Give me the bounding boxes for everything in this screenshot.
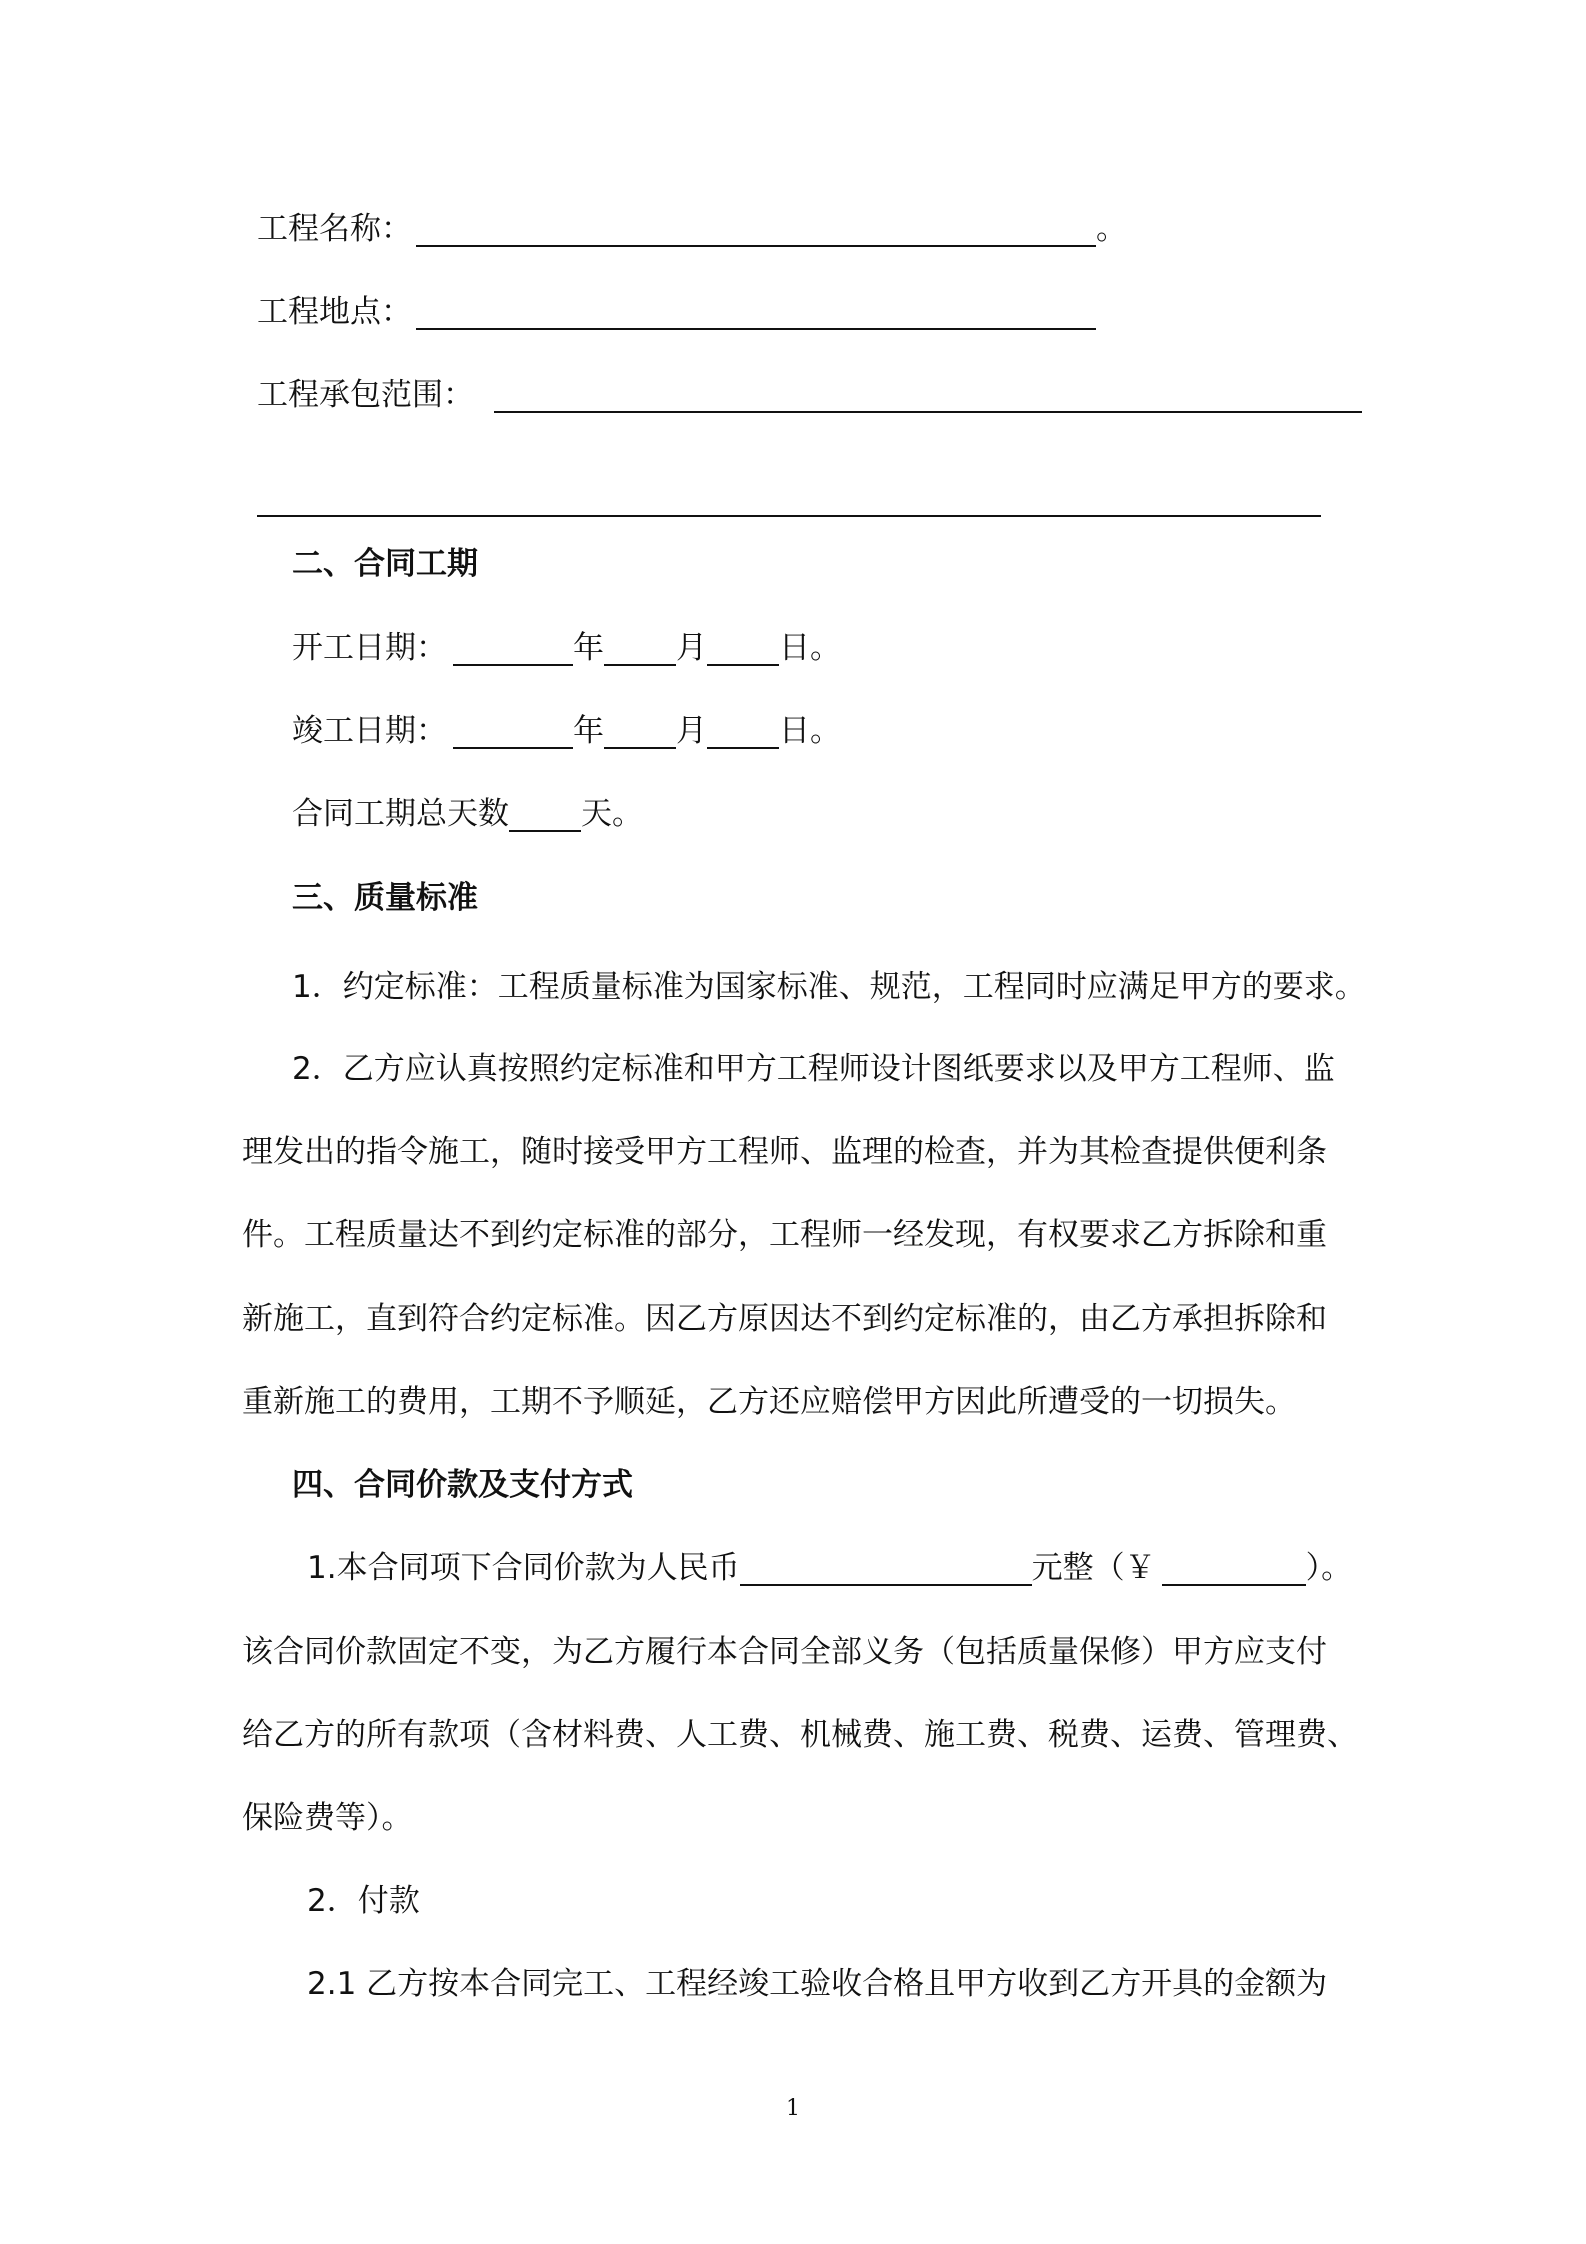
end-day-blank[interactable] [707,713,779,749]
project-name-label: 工程名称： [257,211,412,247]
total-days-row [292,793,643,835]
project-scope-row [257,374,1362,416]
project-name-end: 。 [1096,211,1127,247]
price-line1: 该合同价款固定不变，为乙方履行本合同全部义务（包括质量保修）甲方应支付 [242,1634,1327,1670]
section3-heading: 三、质量标准 [292,880,478,916]
end-year-unit: 年 [573,713,604,749]
start-date-row [292,627,841,669]
section4-heading: 四、合同价款及支付方式 [292,1467,633,1503]
price-end: ）。 [1305,1550,1353,1586]
end-date-row [292,710,841,752]
start-day-unit: 日。 [779,630,841,666]
end-date-label: 竣工日期： [292,713,447,749]
price-row [307,1547,1352,1589]
start-date-label: 开工日期： [292,630,447,666]
project-scope-blank[interactable] [494,377,1362,413]
start-month-blank[interactable] [604,630,676,666]
quality-item2-line1: 2．乙方应认真按照约定标准和甲方工程师设计图纸要求以及甲方工程师、监 [292,1051,1335,1087]
price-line3: 保险费等）。 [242,1800,413,1836]
start-year-blank[interactable] [453,630,573,666]
end-month-blank[interactable] [604,713,676,749]
price-prefix: 1.本合同项下合同价款为人民币 [307,1550,740,1586]
end-day-unit: 日。 [779,713,841,749]
project-scope-blank-line2[interactable] [257,515,1321,517]
quality-item2-line2: 理发出的指令施工，随时接受甲方工程师、监理的检查，并为其检查提供便利条 [242,1134,1327,1170]
page-number: 1 [786,2096,800,2121]
project-name-blank[interactable] [416,211,1096,247]
total-days-prefix: 合同工期总天数 [292,796,509,832]
price-line2: 给乙方的所有款项（含材料费、人工费、机械费、施工费、税费、运费、管理费、 [242,1717,1358,1753]
total-days-blank[interactable] [509,796,581,832]
quality-item2-line3: 件。工程质量达不到约定标准的部分，工程师一经发现，有权要求乙方拆除和重 [242,1217,1327,1253]
end-year-blank[interactable] [453,713,573,749]
start-month-unit: 月 [676,630,707,666]
project-location-label: 工程地点： [257,294,412,330]
project-location-blank[interactable] [416,294,1096,330]
project-name-row [257,208,1127,250]
start-year-unit: 年 [573,630,604,666]
payment-heading: 2．付款 [307,1883,420,1919]
quality-item2-line4: 新施工，直到符合约定标准。因乙方原因达不到约定标准的，由乙方承担拆除和 [242,1301,1327,1337]
end-month-unit: 月 [676,713,707,749]
price-mid: 元整（￥ [1031,1550,1156,1586]
section2-heading: 二、合同工期 [292,546,478,582]
quality-item1: 1．约定标准：工程质量标准为国家标准、规范，工程同时应满足甲方的要求。 [292,969,1366,1005]
total-days-suffix: 天。 [581,796,643,832]
start-day-blank[interactable] [707,630,779,666]
project-location-row [257,291,1096,333]
price-rmb-blank[interactable] [740,1550,1032,1586]
payment-item-2-1: 2.1 乙方按本合同完工、工程经竣工验收合格且甲方收到乙方开具的金额为 [307,1966,1328,2002]
price-yen-blank[interactable] [1162,1550,1306,1586]
project-scope-label: 工程承包范围： [257,377,474,413]
quality-item2-line5: 重新施工的费用，工期不予顺延，乙方还应赔偿甲方因此所遭受的一切损失。 [242,1384,1296,1420]
